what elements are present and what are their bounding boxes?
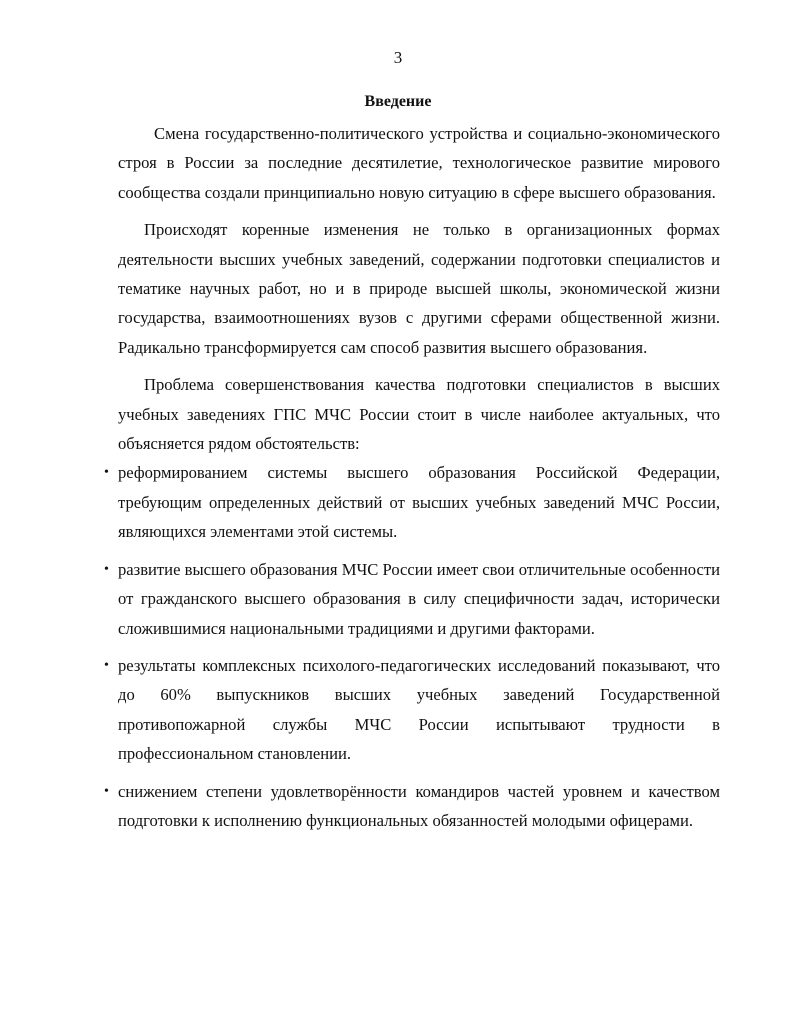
list-item bbox=[104, 777, 720, 836]
bullet-icon: • bbox=[104, 783, 109, 799]
paragraph-3: Проблема совершенствования качества подготовки специалистов в высших учебных заведениях ГПС МЧС России стоит в числе наиболее актуальных, что объясняется рядом обстоятельств: bbox=[118, 375, 720, 454]
list-item-text: реформированием системы высшего образования Российской Федерации, требующим определенных действий от высших учебных заведений МЧС России, являющихся элементами этой системы. bbox=[118, 463, 720, 542]
document-body bbox=[104, 119, 720, 843]
bullet-list bbox=[104, 458, 720, 835]
paragraph-1: Смена государственно-политического устройства и социально-экономического строя в России за последние десятилетие, технологическое развитие мирового сообщества создали принципиально новую ситуацию в сфере высшего образования. bbox=[118, 124, 720, 202]
list-item bbox=[104, 651, 720, 769]
list-item bbox=[104, 458, 720, 546]
page-number: 3 bbox=[393, 48, 403, 67]
bullet-icon: • bbox=[104, 465, 109, 481]
list-item-text: снижением степени удовлетворённости командиров частей уровнем и качеством подготовки к исполнению функциональных обязанностей молодыми офицерами. bbox=[118, 781, 720, 830]
list-item bbox=[104, 555, 720, 643]
paragraph-2: Происходят коренные изменения не только в организационных формах деятельности высших учебных заведений, содержании подготовки специалистов и тематике научных работ, но и в природе высшей школы, экономической жизни государства, взаимоотношениях вузов с другими сферами общественной жизни. Радикально трансформируется сам способ развития высшего образования. bbox=[118, 220, 720, 357]
list-item-text: результаты комплексных психолого-педагогических исследований показывают, что до 60% выпускников высших учебных заведений Государственной противопожарной службы МЧС России испытывают трудности в профессиональном становлении. bbox=[118, 655, 720, 764]
bullet-icon: • bbox=[104, 561, 109, 577]
list-item-text: развитие высшего образования МЧС России имеет свои отличительные особенности от гражданского высшего образования в силу специфичности задач, исторически сложившимися национальными традициями и другими факторами. bbox=[118, 559, 720, 638]
section-heading: Введение bbox=[364, 93, 432, 110]
bullet-icon: • bbox=[104, 657, 109, 673]
